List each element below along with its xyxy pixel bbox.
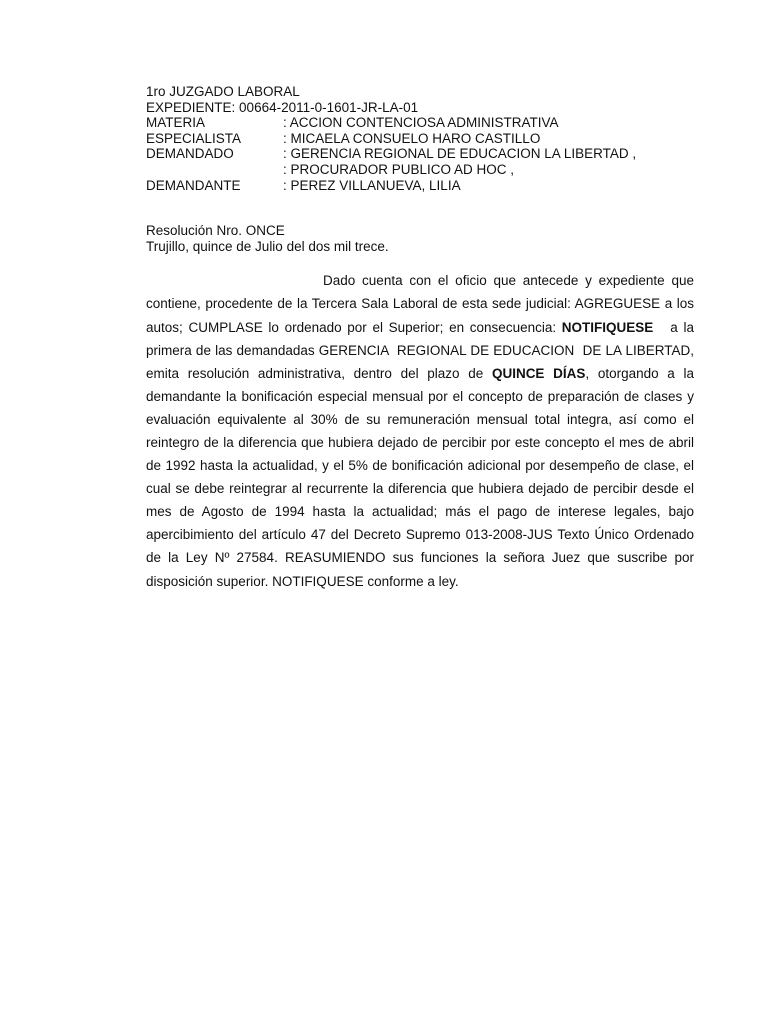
- court-name: 1ro JUZGADO LABORAL: [146, 84, 300, 99]
- header-row-materia: [146, 115, 694, 131]
- header-row-demandado: [146, 146, 694, 162]
- body-bold-notifiquese: NOTIFIQUESE: [561, 319, 654, 335]
- body-text-2: a la primera de las demandadas GERENCIA REGIONAL DE EDUCACION DE LA LIBERTAD, emita resolución administrativa, dentro del plazo de: [146, 319, 698, 381]
- resolution-place-date: Trujillo, quince de Julio del dos mil trece.: [146, 238, 389, 254]
- body-text-3: , otorgando a la demandante la bonificación especial mensual por el concepto de preparación de clases y evaluación equivalente al 30% de su remuneración mensual total integra, así como el reintegro de la diferencia que hubiera dejado de percibir por este concepto el mes de abril de 1992 hasta la actualidad, y el 5% de bonificación adicional por desempeño de clase, el cual se debe reintegrar al recurrente la diferencia que hubiera dejado de percibir desde el mes de Agosto de 1994 hasta la actualidad; más el pago de interese legales, bajo apercibimiento del artículo 47 del Decreto Supremo 013-2008-JUS Texto Único Ordenado de la Ley Nº 27584. REASUMIENDO sus funciones la señora Juez que suscribe por disposición superior. NOTIFIQUESE conforme a ley.: [146, 365, 695, 589]
- header-value: : PROCURADOR PUBLICO AD HOC ,: [283, 161, 515, 177]
- case-header: [146, 84, 694, 193]
- resolution-block: [146, 223, 694, 254]
- header-row-procurador: [146, 162, 694, 178]
- body-text-1: Dado cuenta con el oficio que antecede y expediente que contiene, procedente de la Tercera Sala Laboral de esta sede judicial: AGREGUESE a los autos; CUMPLASE lo ordenado por el Superior; en consecuencia:: [146, 273, 694, 335]
- header-row-demandante: [146, 178, 694, 194]
- header-label: DEMANDANTE: [146, 177, 241, 193]
- body-paragraph: [146, 269, 698, 592]
- document-page: [146, 84, 698, 593]
- resolution-number: Resolución Nro. ONCE: [146, 223, 285, 239]
- expediente-value: 00664-2011-0-1601-JR-LA-01: [239, 99, 419, 115]
- header-label: MATERIA: [146, 115, 206, 131]
- header-value: : PEREZ VILLANUEVA, LILIA: [283, 177, 461, 193]
- header-label: DEMANDADO: [146, 146, 234, 162]
- header-value: : MICAELA CONSUELO HARO CASTILLO: [283, 130, 541, 146]
- header-row-especialista: [146, 131, 694, 147]
- expediente-line: [146, 100, 694, 116]
- header-label: [146, 162, 283, 178]
- header-label: ESPECIALISTA: [146, 130, 242, 146]
- resolution-body: [146, 269, 698, 592]
- header-value: : GERENCIA REGIONAL DE EDUCACION LA LIBERTAD ,: [283, 146, 637, 162]
- body-bold-quince-dias: QUINCE DÍAS: [491, 365, 586, 381]
- header-value: : ACCION CONTENCIOSA ADMINISTRATIVA: [283, 115, 559, 131]
- expediente-label: EXPEDIENTE:: [146, 99, 236, 115]
